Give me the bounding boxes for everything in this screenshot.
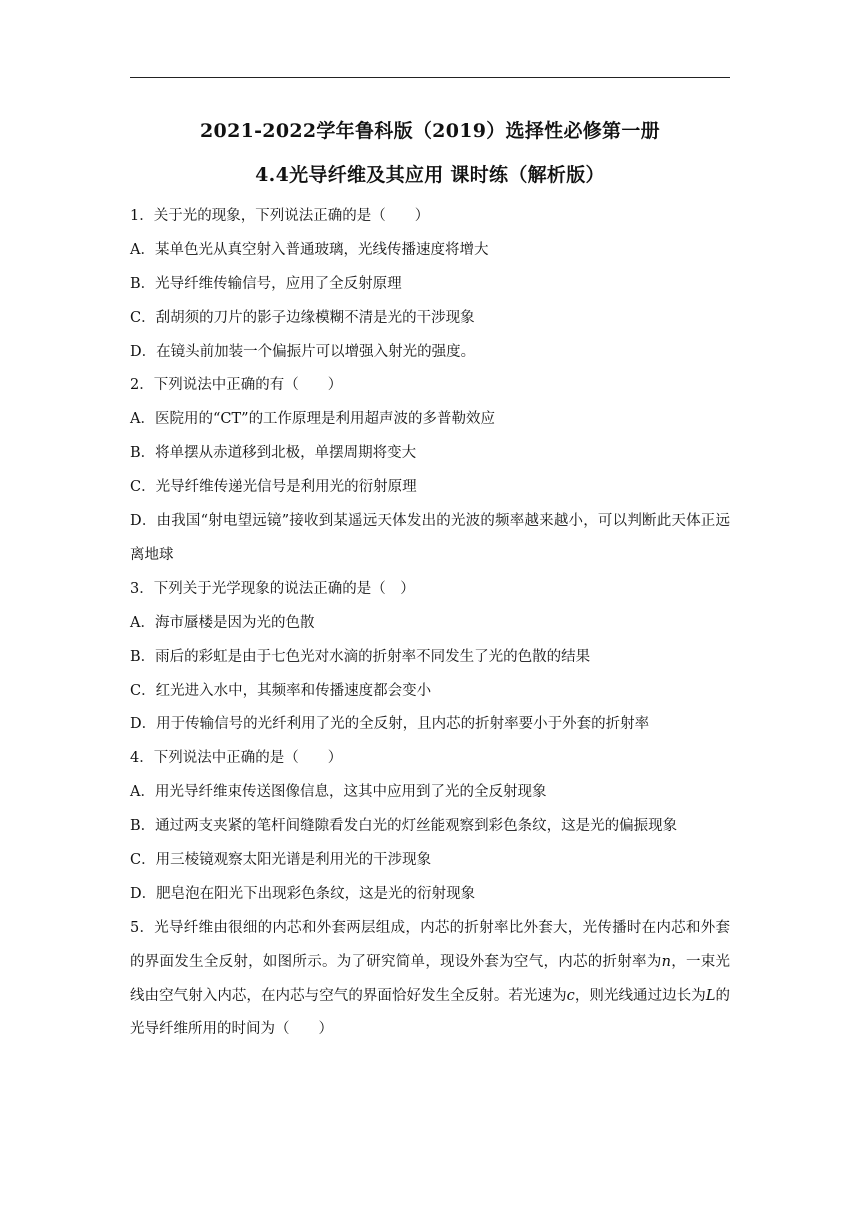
- question-1-option-d: D．在镜头前加装一个偏振片可以增强入射光的强度。: [130, 343, 476, 360]
- question-3-option-a: A．海市蜃楼是因为光的色散: [130, 614, 315, 631]
- question-4-stem: 4．下列说法中正确的是（ ）: [130, 750, 343, 767]
- question-2-option-a: A．医院用的“CT”的工作原理是利用超声波的多普勒效应: [130, 411, 496, 428]
- question-2-option-b: B．将单摆从赤道移到北极，单摆周期将变大: [130, 445, 417, 462]
- question-1-option-b: B．光导纤维传输信号，应用了全反射原理: [130, 275, 402, 292]
- q5-text-4: 的光导纤维所用的时间为（ ）: [130, 987, 731, 1038]
- question-3-option-c: C．红光进入水中，其频率和传播速度都会变小: [130, 682, 432, 699]
- q5-text-3: ，则光线通过边长为: [574, 987, 706, 1004]
- question-4-option-c: C．用三棱镜观察太阳光谱是利用光的干涉现象: [130, 851, 432, 868]
- question-3-stem: 3．下列关于光学现象的说法正确的是（ ）: [130, 580, 415, 597]
- question-2-option-d: D．由我国“射电望远镜”接收到某遥远天体发出的光波的频率越来越小，可以判断此天体正远离地球: [130, 513, 730, 563]
- question-1-stem: 1．关于光的现象，下列说法正确的是（ ）: [130, 208, 430, 224]
- question-list: [130, 200, 730, 1047]
- question-1-option-a: A．某单色光从真空射入普通玻璃，光线传播速度将增大: [130, 241, 489, 258]
- question-2-option-c: C．光导纤维传递光信号是利用光的衍射原理: [130, 479, 417, 496]
- question-4-option-d: D．肥皂泡在阳光下出现彩色条纹，这是光的衍射现象: [130, 885, 476, 902]
- page-subtitle: 4.4光导纤维及其应用 课时练（解析版）: [255, 164, 605, 186]
- question-3-option-d: D．用于传输信号的光纤利用了光的全反射，且内芯的折射率要小于外套的折射率: [130, 716, 650, 733]
- page-title: 2021-2022学年鲁科版（2019）选择性必修第一册: [200, 120, 660, 142]
- q5-var-c: c: [566, 987, 575, 1004]
- q5-text-1: 5．光导纤维由很细的内芯和外套两层组成，内芯的折射率比外套大，光传播时在内芯和外套的界面发生全反射，如图所示。为了研究简单，现设外套为空气，内芯的折射率为: [130, 919, 730, 970]
- question-5-stem: [130, 912, 730, 1048]
- q5-var-l: L: [705, 987, 716, 1004]
- question-4-option-b: B．通过两支夹紧的笔杆间缝隙看发白光的灯丝能观察到彩色条纹，这是光的偏振现象: [130, 818, 678, 835]
- q5-var-n: n: [661, 953, 671, 970]
- question-2-stem: 2．下列说法中正确的有（ ）: [130, 377, 343, 394]
- question-1-option-c: C．刮胡须的刀片的影子边缘模糊不清是光的干涉现象: [130, 309, 475, 326]
- q5-text-2: ，一束光线由空气射入内芯，在内芯与空气的界面恰好发生全反射。若光速为: [130, 953, 731, 1004]
- question-3-option-b: B．雨后的彩虹是由于七色光对水滴的折射率不同发生了光的色散的结果: [130, 648, 591, 665]
- question-4-option-a: A．用光导纤维束传送图像信息，这其中应用到了光的全反射现象: [130, 784, 547, 801]
- header-rule: [130, 77, 730, 78]
